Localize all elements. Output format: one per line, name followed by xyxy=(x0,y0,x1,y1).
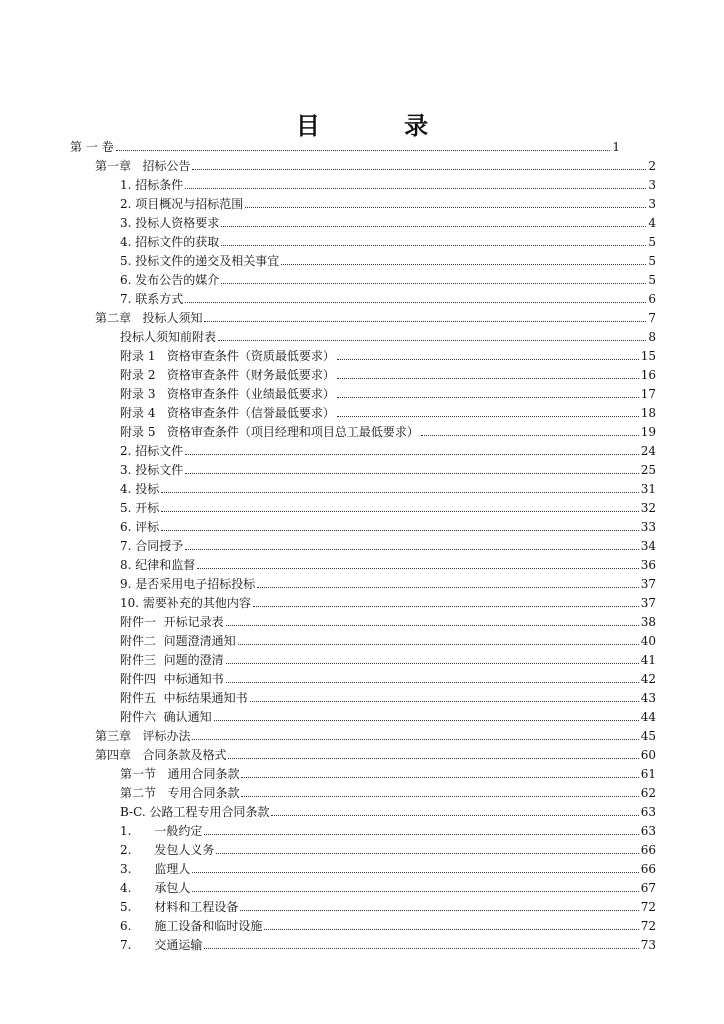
toc-entry[interactable] xyxy=(120,537,656,553)
toc-entry[interactable] xyxy=(120,841,656,857)
toc-entry-label: 附件三 问题的澄清 xyxy=(120,653,224,667)
toc-entry-label: 7. 交通运输 xyxy=(120,938,203,952)
toc-entry-label: 附件五 中标结果通知书 xyxy=(120,691,248,705)
dot-leader xyxy=(238,643,639,645)
dot-leader xyxy=(197,567,638,569)
toc-entry-page: 40 xyxy=(640,634,656,648)
toc-entry-label: 第二章 投标人须知 xyxy=(95,311,203,325)
toc-entry[interactable] xyxy=(120,765,656,781)
toc-entry-page: 41 xyxy=(640,653,656,667)
toc-entry-page: 25 xyxy=(640,463,656,477)
dot-leader xyxy=(204,833,638,835)
toc-entry-label: 第一章 招标公告 xyxy=(95,159,191,173)
toc-entry-page: 72 xyxy=(640,919,656,933)
toc-entry[interactable] xyxy=(120,423,656,439)
toc-entry-label: B-C. 公路工程专用合同条款 xyxy=(120,805,270,819)
dot-leader xyxy=(204,320,646,322)
toc-entry-label: 1. 招标条件 xyxy=(120,178,184,192)
toc-entry[interactable] xyxy=(120,290,656,306)
toc-entry-page: 6 xyxy=(648,292,656,306)
toc-entry[interactable] xyxy=(95,727,656,743)
toc-entry-label: 附录 3 资格审查条件（业绩最低要求） xyxy=(120,387,335,401)
dot-leader xyxy=(337,358,639,360)
toc-entry[interactable] xyxy=(120,385,656,401)
dot-leader xyxy=(226,681,639,683)
dot-leader xyxy=(116,149,610,151)
toc-entry-label: 第一节 通用合同条款 xyxy=(120,767,240,781)
toc-entry[interactable] xyxy=(120,480,656,496)
dot-leader xyxy=(250,700,639,702)
dot-leader xyxy=(337,377,639,379)
toc-entry[interactable] xyxy=(120,651,656,667)
dot-leader xyxy=(204,947,638,949)
toc-entry[interactable] xyxy=(120,860,656,876)
toc-entry[interactable] xyxy=(120,233,656,249)
toc-entry[interactable] xyxy=(120,936,656,952)
toc-entry-page: 19 xyxy=(640,425,656,439)
toc-entry-page: 38 xyxy=(640,615,656,629)
dot-leader xyxy=(226,662,639,664)
toc-entry-label: 6. 发布公告的媒介 xyxy=(120,273,220,287)
toc-entry-label: 附录 2 资格审查条件（财务最低要求） xyxy=(120,368,335,382)
dot-leader xyxy=(228,757,638,759)
dot-leader xyxy=(218,339,646,341)
toc-entry[interactable] xyxy=(120,689,656,705)
toc-entry[interactable] xyxy=(120,347,656,363)
toc-entry-label: 7. 联系方式 xyxy=(120,292,184,306)
toc-entry[interactable] xyxy=(120,271,656,287)
dot-leader xyxy=(221,244,646,246)
dot-leader xyxy=(192,168,646,170)
toc-entry[interactable] xyxy=(120,898,656,914)
toc-entry-page: 61 xyxy=(640,767,656,781)
toc-entry[interactable] xyxy=(95,746,656,762)
toc-entry-page: 7 xyxy=(648,311,656,325)
toc-entry[interactable] xyxy=(120,632,656,648)
toc-entry-label: 5. 开标 xyxy=(120,501,160,515)
toc-entry[interactable] xyxy=(70,138,620,154)
dot-leader xyxy=(281,263,646,265)
dot-leader xyxy=(192,871,638,873)
toc-entry-page: 73 xyxy=(640,938,656,952)
dot-leader xyxy=(185,472,638,474)
toc-entry-label: 6. 评标 xyxy=(120,520,160,534)
toc-entry[interactable] xyxy=(120,195,656,211)
toc-entry-label: 第四章 合同条款及格式 xyxy=(95,748,227,762)
toc-entry-page: 8 xyxy=(648,330,656,344)
toc-entry-page: 16 xyxy=(640,368,656,382)
toc-entry-page: 43 xyxy=(640,691,656,705)
toc-entry[interactable] xyxy=(120,556,656,572)
toc-entry[interactable] xyxy=(120,594,656,610)
toc-entry[interactable] xyxy=(120,214,656,230)
toc-entry-label: 2. 项目概况与招标范围 xyxy=(120,197,244,211)
toc-entry-label: 4. 承包人 xyxy=(120,881,191,895)
toc-entry[interactable] xyxy=(120,252,656,268)
toc-title: 目 录 xyxy=(295,111,467,140)
toc-entry-page: 2 xyxy=(648,159,656,173)
dot-leader xyxy=(240,909,638,911)
toc-entry-label: 投标人须知前附表 xyxy=(120,330,217,344)
toc-entry-page: 66 xyxy=(640,843,656,857)
toc-entry-page: 17 xyxy=(640,387,656,401)
dot-leader xyxy=(264,928,638,930)
toc-entry-page: 62 xyxy=(640,786,656,800)
dot-leader xyxy=(337,415,639,417)
dot-leader xyxy=(161,510,638,512)
dot-leader xyxy=(337,396,639,398)
toc-entry[interactable] xyxy=(120,613,656,629)
toc-entry[interactable] xyxy=(120,803,656,819)
toc-entry-page: 3 xyxy=(648,178,656,192)
dot-leader xyxy=(253,605,639,607)
toc-entry[interactable] xyxy=(120,461,656,477)
toc-entry-page: 42 xyxy=(640,672,656,686)
toc-entry-label: 4. 招标文件的获取 xyxy=(120,235,220,249)
toc-entry-label: 第二节 专用合同条款 xyxy=(120,786,240,800)
toc-entry-page: 32 xyxy=(640,501,656,515)
toc-entry-page: 1 xyxy=(612,140,620,154)
toc-entry-page: 24 xyxy=(640,444,656,458)
toc-entry-page: 63 xyxy=(640,824,656,838)
toc-entry-page: 4 xyxy=(648,216,656,230)
toc-entry-page: 33 xyxy=(640,520,656,534)
toc-entry-label: 附件四 中标通知书 xyxy=(120,672,224,686)
toc-entry-label: 9. 是否采用电子招标投标 xyxy=(120,577,256,591)
toc-entry-page: 5 xyxy=(648,254,656,268)
toc-entry-label: 8. 纪律和监督 xyxy=(120,558,196,572)
toc-entry-page: 5 xyxy=(648,273,656,287)
dot-leader xyxy=(185,187,646,189)
toc-entry-page: 44 xyxy=(640,710,656,724)
toc-entry-label: 7. 合同授予 xyxy=(120,539,184,553)
toc-entry-page: 67 xyxy=(640,881,656,895)
toc-entry[interactable] xyxy=(120,708,656,724)
toc-entry-page: 72 xyxy=(640,900,656,914)
toc-entry-label: 附件一 开标记录表 xyxy=(120,615,224,629)
toc-entry[interactable] xyxy=(120,176,656,192)
dot-leader xyxy=(221,225,646,227)
toc-entry[interactable] xyxy=(95,309,656,325)
dot-leader xyxy=(216,852,638,854)
toc-entry[interactable] xyxy=(120,442,656,458)
toc-entry[interactable] xyxy=(120,366,656,382)
toc-entry-label: 第三章 评标办法 xyxy=(95,729,191,743)
toc-entry-page: 18 xyxy=(640,406,656,420)
dot-leader xyxy=(192,738,638,740)
toc-entry[interactable] xyxy=(120,784,656,800)
toc-entry-label: 第 一 卷 xyxy=(70,140,114,154)
toc-entry-label: 4. 投标 xyxy=(120,482,160,496)
toc-entry[interactable] xyxy=(120,404,656,420)
toc-entry-page: 63 xyxy=(640,805,656,819)
toc-entry-page: 3 xyxy=(648,197,656,211)
toc-entry-label: 附录 4 资格审查条件（信誉最低要求） xyxy=(120,406,335,420)
toc-entry[interactable] xyxy=(120,328,656,344)
toc-entry-label: 10. 需要补充的其他内容 xyxy=(120,596,251,610)
dot-leader xyxy=(161,491,638,493)
toc-entry[interactable] xyxy=(120,575,656,591)
dot-leader xyxy=(421,434,639,436)
toc-entry-page: 31 xyxy=(640,482,656,496)
toc-entry[interactable] xyxy=(95,157,656,173)
toc-entry-label: 附录 1 资格审查条件（资质最低要求） xyxy=(120,349,335,363)
toc-entry-page: 37 xyxy=(640,577,656,591)
dot-leader xyxy=(226,624,639,626)
dot-leader xyxy=(185,548,638,550)
dot-leader xyxy=(161,529,638,531)
toc-entry[interactable] xyxy=(120,822,656,838)
toc-entry[interactable] xyxy=(120,499,656,515)
toc-entry-page: 36 xyxy=(640,558,656,572)
dot-leader xyxy=(214,719,639,721)
toc-entry-label: 3. 投标文件 xyxy=(120,463,184,477)
dot-leader xyxy=(185,453,638,455)
dot-leader xyxy=(245,206,646,208)
toc-entry-page: 45 xyxy=(640,729,656,743)
toc-entry-label: 3. 投标人资格要求 xyxy=(120,216,220,230)
dot-leader xyxy=(241,776,638,778)
toc-entry-label: 2. 招标文件 xyxy=(120,444,184,458)
toc-entry-page: 60 xyxy=(640,748,656,762)
toc-entry[interactable] xyxy=(120,670,656,686)
toc-entry-label: 附录 5 资格审查条件（项目经理和项目总工最低要求） xyxy=(120,425,419,439)
toc-entry[interactable] xyxy=(120,518,656,534)
toc-entry-label: 5. 投标文件的递交及相关事宜 xyxy=(120,254,280,268)
toc-entry-label: 2. 发包人义务 xyxy=(120,843,215,857)
dot-leader xyxy=(257,586,638,588)
toc-entry-label: 附件六 确认通知 xyxy=(120,710,212,724)
dot-leader xyxy=(241,795,638,797)
dot-leader xyxy=(221,282,646,284)
toc-entry-label: 1. 一般约定 xyxy=(120,824,203,838)
toc-entry-page: 37 xyxy=(640,596,656,610)
toc-entry[interactable] xyxy=(120,879,656,895)
toc-entry-label: 5. 材料和工程设备 xyxy=(120,900,239,914)
dot-leader xyxy=(192,890,638,892)
toc-entry-label: 3. 监理人 xyxy=(120,862,191,876)
toc-entry-page: 34 xyxy=(640,539,656,553)
toc-entry[interactable] xyxy=(120,917,656,933)
toc-entry-page: 5 xyxy=(648,235,656,249)
toc-entry-page: 66 xyxy=(640,862,656,876)
toc-entry-label: 6. 施工设备和临时设施 xyxy=(120,919,263,933)
toc-entry-label: 附件二 问题澄清通知 xyxy=(120,634,236,648)
dot-leader xyxy=(271,814,638,816)
toc-entry-page: 15 xyxy=(640,349,656,363)
dot-leader xyxy=(185,301,646,303)
